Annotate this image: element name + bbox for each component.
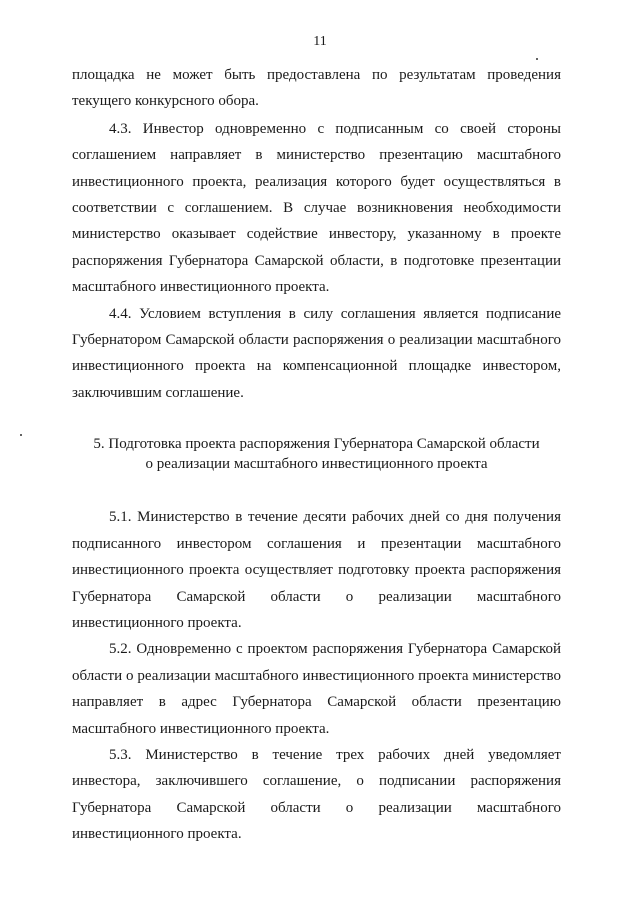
page-number: 11 xyxy=(313,34,327,49)
section-5-heading-line-1: 5. Подготовка проекта распоряжения Губернатора Самарской области xyxy=(93,436,540,453)
document-body xyxy=(72,62,561,848)
paragraph-5-1: 5.1. Министерство в течение десяти рабочих дней со дня получения подписанного инвестором соглашения и презентации масштабного инвестиционного проекта осуществляет подготовку проекта распоряжения Губернатора Самарской области о реализации масштабного инвестиционного проекта. xyxy=(72,509,561,631)
scan-speck xyxy=(20,434,22,436)
paragraph-4-3: 4.3. Инвестор одновременно с подписанным со своей стороны соглашением направляет в министерство презентацию масштабного инвестиционного проекта, реализация которого будет осуществляться в соответствии с соглашением. В случае возникновения необходимости министерство оказывает содействие инвестору, указанному в проекте распоряжения Губернатора Самарской области, в подготовке презентации масштабного инвестиционного проекта. xyxy=(72,120,561,296)
scan-speck xyxy=(536,58,538,60)
paragraph-5-3: 5.3. Министерство в течение трех рабочих дней уведомляет инвестора, заключившего соглашение, о подписании распоряжения Губернатора Самарской области о реализации масштабного инвестиционного проекта. xyxy=(72,746,561,843)
section-5-heading-line-2: о реализации масштабного инвестиционного проекта xyxy=(145,456,488,473)
paragraph-continuation: площадка не может быть предоставлена по результатам проведения текущего конкурсного обора. xyxy=(72,67,561,110)
paragraph-5-2: 5.2. Одновременно с проектом распоряжения Губернатора Самарской области о реализации масштабного инвестиционного проекта министерство направляет в адрес Губернатора Самарской области презентацию масштабного инвестиционного проекта. xyxy=(72,641,561,737)
paragraph-4-4: 4.4. Условием вступления в силу соглашения является подписание Губернатором Самарской области распоряжения о реализации масштабного инвестиционного проекта на компенсационной площадке инвестором, заключившим соглашение. xyxy=(72,305,561,401)
